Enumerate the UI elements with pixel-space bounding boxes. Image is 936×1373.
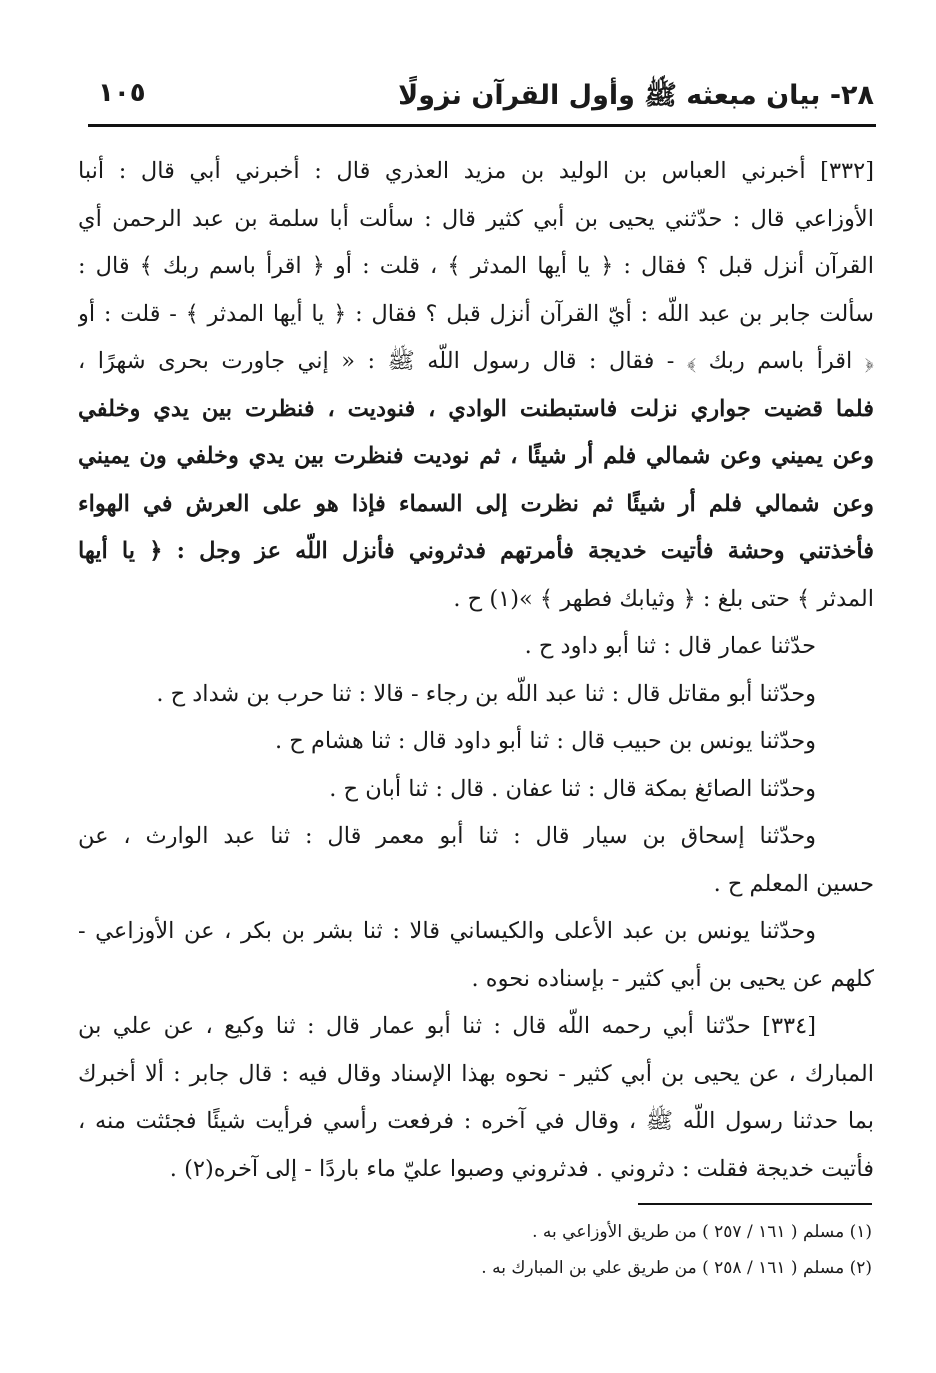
text-line: فلما قضيت جواري نزلت فاستبطنت الوادي ، فنوديت ، فنظرت بين يدي وخلفي bbox=[78, 395, 874, 422]
text-line: ﴿ اقرأ باسم ربك ﴾ - فقال : قال رسول اللّه ﷺ : « إني جاورت بحرى شهرًا ، bbox=[78, 348, 874, 374]
text-line: وحدّثنا إسحاق بن سيار قال : ثنا أبو معمر قال : ثنا عبد الوارث ، عن bbox=[78, 823, 816, 849]
main-text bbox=[78, 148, 874, 1193]
text-line: المبارك ، عن يحيى بن أبي كثير - نحوه بهذا الإسناد وقال فيه : قال جابر : ألا أخبرك bbox=[78, 1060, 874, 1087]
text-line: وعن شمالي فلم أر شيئًا ثم نظرت إلى السماء فإذا هو على العرش في الهواء bbox=[78, 490, 874, 517]
text-line: وعن يميني وعن شمالي فلم أر شيئًا ، ثم نوديت فنظرت بين يدي وخلفي ون يميني bbox=[78, 443, 874, 469]
text-line: فأخذتني وحشة فأتيت خديجة فأمرتهم فدثروني فأنزل اللّه عز وجل : ﴿ يا أيها bbox=[78, 538, 874, 564]
text-line: وحدّثنا يونس بن حبيب قال : ثنا أبو داود قال : ثنا هشام ح . bbox=[274, 728, 816, 754]
text-line: فأتيت خديجة فقلت : دثروني . فدثروني وصبوا عليّ ماء باردًا - إلى آخره(٢) . bbox=[169, 1155, 874, 1182]
text-line: سألت جابر بن عبد اللّه : أيّ القرآن أنزل قبل ؟ فقال : ﴿ يا أيها المدثر ﴾ - قلت : أو bbox=[78, 300, 874, 327]
footnotes bbox=[300, 1214, 872, 1286]
text-line: حدّثنا عمار قال : ثنا أبو داود ح . bbox=[524, 633, 816, 659]
header-divider bbox=[88, 124, 876, 127]
text-line: القرآن أنزل قبل ؟ فقال : ﴿ يا أيها المدثر ﴾ ، قلت : أو ﴿ اقرأ باسم ربك ﴾ قال : bbox=[78, 253, 874, 279]
text-line: وحدّثنا أبو مقاتل قال : ثنا عبد اللّه بن رجاء - قالا : ثنا حرب بن شداد ح . bbox=[156, 680, 816, 707]
text-line: حسين المعلم ح . bbox=[713, 870, 874, 897]
footnote-divider bbox=[638, 1203, 872, 1205]
text-line: المدثر ﴾ حتى بلغ : ﴿ وثيابك فطهر ﴾ »(١) ح . bbox=[453, 585, 874, 612]
footnote: (٢) مسلم ( ١٦١ / ٢٥٨ ) من طريق علي بن المبارك به . bbox=[481, 1258, 872, 1278]
text-line: بما حدثنا رسول اللّه ﷺ ، وقال في آخره : فرفعت رأسي فرأيت شيئًا فجئثت منه ، bbox=[78, 1108, 874, 1134]
text-line: كلهم عن يحيى بن أبي كثير - بإسناده نحوه . bbox=[471, 965, 874, 992]
text-line: [٣٣٤] حدّثنا أبي رحمه اللّه قال : ثنا أبو عمار قال : ثنا وكيع ، عن علي بن bbox=[78, 1013, 816, 1039]
page-number: ١٠٥ bbox=[98, 78, 146, 108]
text-line: وحدّثنا يونس بن عبد الأعلى والكيساني قالا : ثنا بشر بن بكر ، عن الأوزاعي - bbox=[78, 918, 816, 944]
text-line: [٣٣٢] أخبرني العباس بن الوليد بن مزيد العذري قال : أخبرني أبي قال : أنبا bbox=[78, 158, 874, 184]
footnote: (١) مسلم ( ١٦١ / ٢٥٧ ) من طريق الأوزاعي به . bbox=[532, 1222, 872, 1242]
chapter-title: ٢٨- بيان مبعثه ﷺ وأول القرآن نزولًا bbox=[398, 80, 874, 111]
text-line: الأوزاعي قال : حدّثني يحيى بن أبي كثير قال : سألت أبا سلمة بن عبد الرحمن أي bbox=[78, 205, 874, 232]
text-line: وحدّثنا الصائغ بمكة قال : ثنا عفان . قال : ثنا أبان ح . bbox=[329, 775, 816, 802]
page-header bbox=[88, 70, 874, 126]
